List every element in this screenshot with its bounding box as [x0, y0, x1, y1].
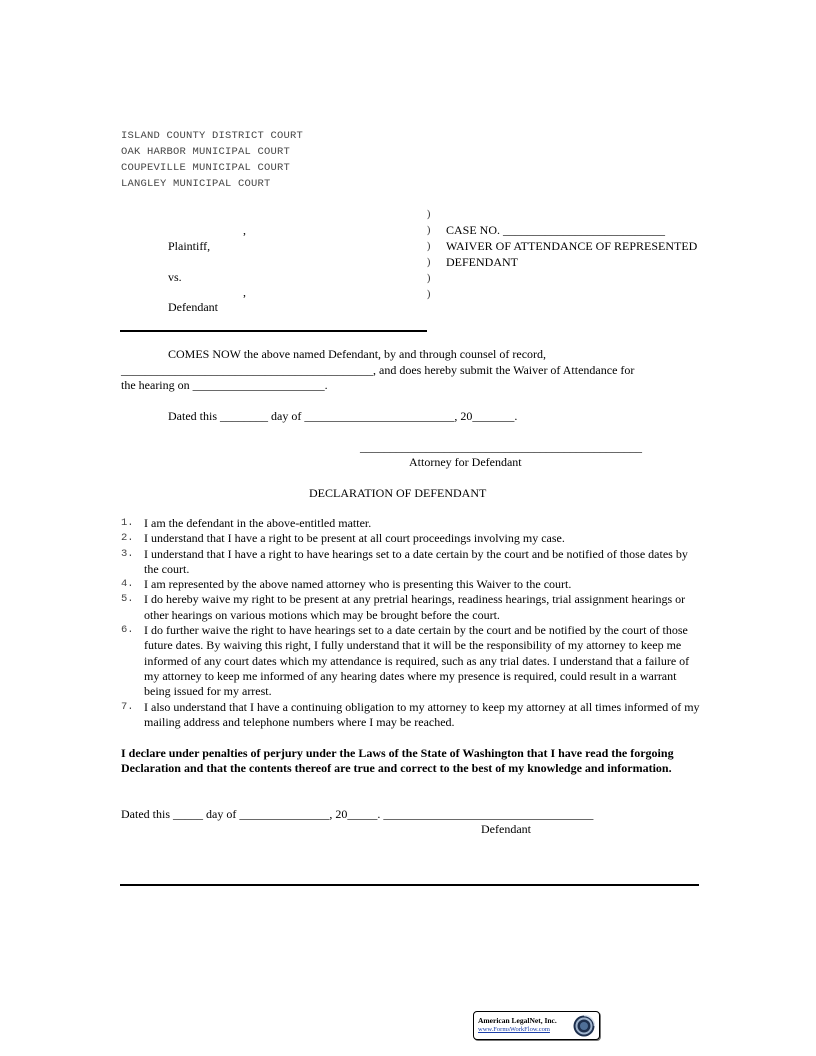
list-number: 6.: [121, 624, 134, 637]
logo-company-name: American LegalNet, Inc.: [478, 1016, 557, 1025]
court-name-2: OAK HARBOR MUNICIPAL COURT: [121, 146, 291, 158]
dated-line-defendant: Dated this _____ day of _______________, 20_____. ___________________________________: [121, 807, 594, 821]
dated-line-attorney: Dated this ________ day of _________________________, 20_______.: [168, 409, 518, 423]
list-item: [121, 700, 701, 731]
list-number: 3.: [121, 547, 134, 560]
caption-paren: ): [427, 289, 431, 300]
logo-website-link[interactable]: www.FormsWorkFlow.com: [478, 1026, 550, 1033]
caption-divider: [120, 330, 427, 332]
intro-line-1: COMES NOW the above named Defendant, by and through counsel of record,: [168, 347, 547, 361]
list-item: [121, 577, 701, 592]
court-name-3: COUPEVILLE MUNICIPAL COURT: [121, 162, 291, 174]
list-text: I am the defendant in the above-entitled matter.: [144, 516, 372, 530]
footer-divider: [120, 884, 699, 886]
document-title-line2: DEFENDANT: [446, 255, 518, 269]
defendant-label: Defendant: [168, 300, 218, 314]
attorney-label: Attorney for Defendant: [409, 455, 522, 469]
defendant-signature-label: Defendant: [481, 822, 531, 836]
attorney-signature-line: _______________________________________________: [360, 440, 642, 454]
list-number: 1.: [121, 517, 134, 529]
caption-paren: ): [427, 209, 431, 220]
intro-line-3: the hearing on ______________________.: [121, 378, 328, 392]
list-item: [121, 547, 701, 578]
declaration-title: DECLARATION OF DEFENDANT: [309, 486, 487, 500]
list-number: 2.: [121, 532, 134, 545]
list-item: [121, 623, 701, 699]
list-item: [121, 592, 701, 623]
list-item: [121, 531, 701, 546]
caption-paren: ): [427, 273, 431, 284]
perjury-statement: I declare under penalties of perjury under the Laws of the State of Washington that I have read the forgoing Declaration and that the contents thereof are true and correct to the best of my knowledge and information.: [121, 746, 674, 776]
declaration-list: [121, 516, 701, 730]
document-title-line1: WAIVER OF ATTENDANCE OF REPRESENTED: [446, 239, 698, 253]
vs-label: vs.: [168, 270, 182, 284]
list-text: I also understand that I have a continuing obligation to my attorney to keep my attorney at all times informed of my mailing address and telephone numbers where I may be reached.: [144, 699, 700, 729]
plaintiff-comma: ,: [243, 223, 246, 237]
list-number: 4.: [121, 578, 134, 591]
defendant-comma: ,: [243, 285, 246, 299]
list-number: 5.: [121, 593, 134, 606]
list-text: I understand that I have a right to be present at all court proceedings involving my case.: [144, 531, 565, 546]
court-name-4: LANGLEY MUNICIPAL COURT: [121, 178, 271, 190]
list-item: [121, 516, 701, 531]
caption-paren: ): [427, 241, 431, 252]
plaintiff-label: Plaintiff,: [168, 239, 211, 253]
legalnet-logo[interactable]: [473, 1011, 600, 1040]
caption-paren: ): [427, 257, 431, 268]
caption-paren: ): [427, 225, 431, 236]
list-number: 7.: [121, 700, 134, 713]
globe-icon: [572, 1014, 596, 1038]
court-name-1: ISLAND COUNTY DISTRICT COURT: [121, 130, 304, 142]
list-text: I do further waive the right to have hearings set to a date certain by the court and be notified by the court of those future dates. By waiving this right, I fully understand that it will be the responsibility of my attorney to keep me informed of any court dates which my attendance is required, such as any trial dates. I understand that a failure of my attorney to keep me informed of any hearing dates where my presence is required, could result in a warrant being issued for my arrest.: [144, 623, 690, 699]
list-text: I understand that I have a right to have hearings set to a date certain by the court and be notified of those dates by the court.: [144, 546, 688, 576]
list-text: I am represented by the above named attorney who is presenting this Waiver to the court.: [144, 577, 572, 592]
intro-line-2: __________________________________________, and does hereby submit the Waiver of Attendance for: [121, 363, 635, 377]
case-number: CASE NO. ___________________________: [446, 223, 666, 237]
list-text: I do hereby waive my right to be present at any pretrial hearings, readiness hearings, trial assignment hearings or other hearings on various motions which may be brought before the court.: [144, 592, 686, 622]
